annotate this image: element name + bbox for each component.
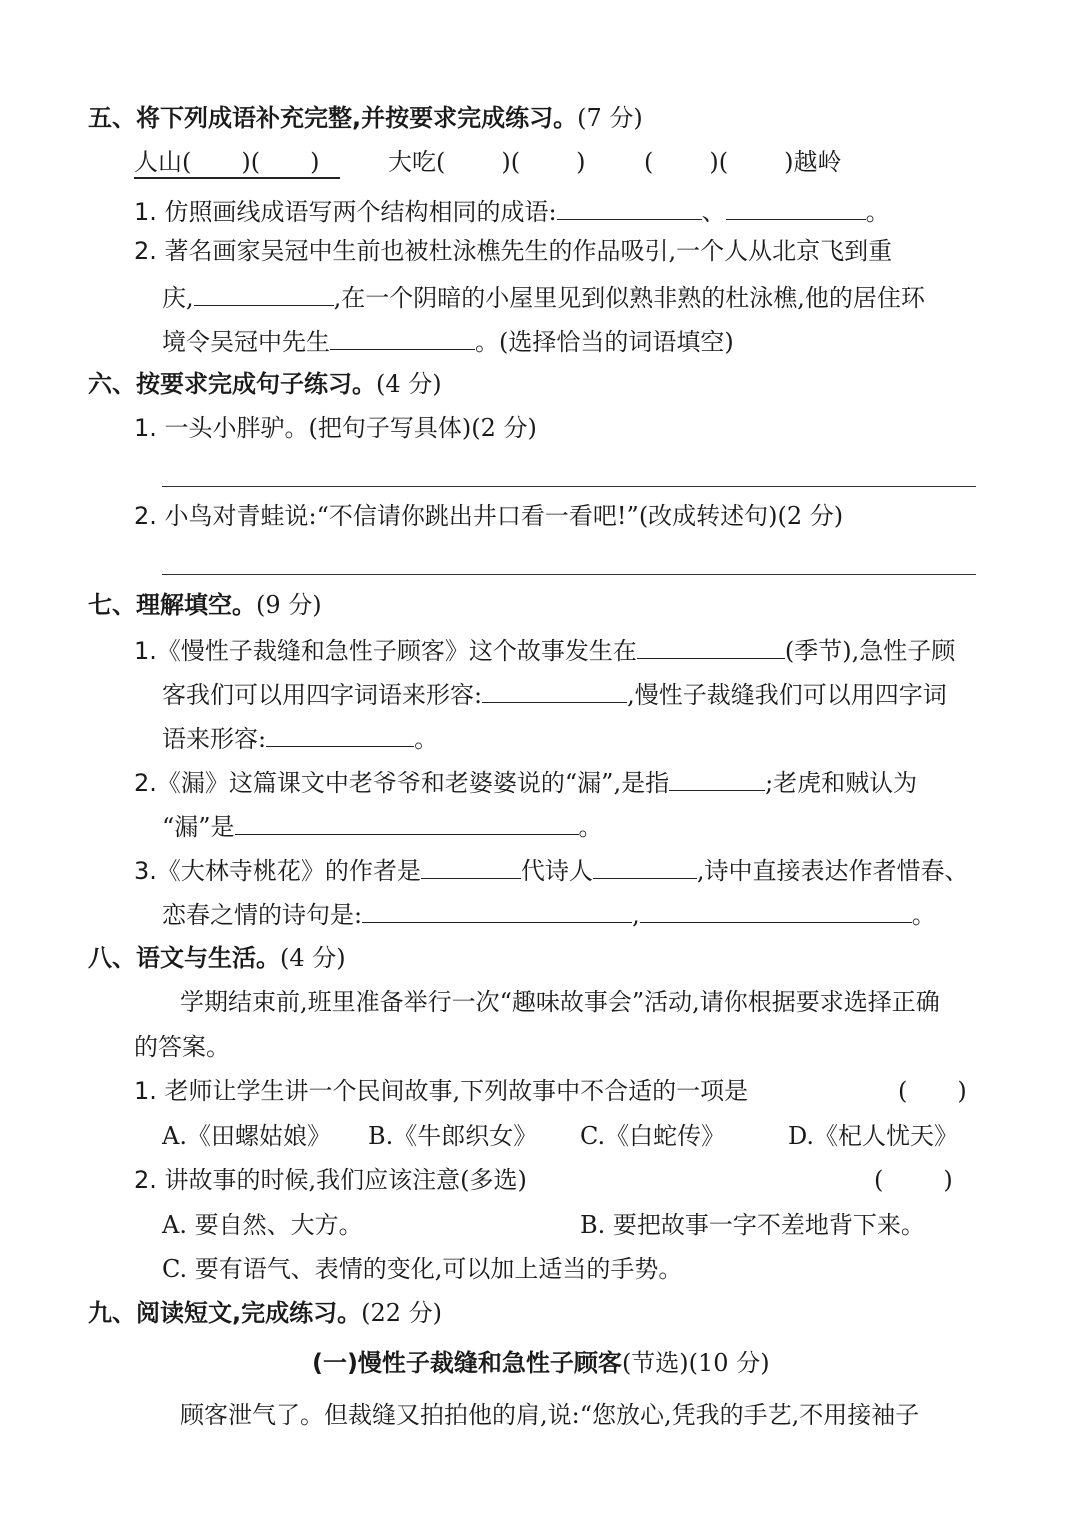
s8-q2-answer-box[interactable]: ( ) xyxy=(874,1166,953,1194)
idiom-1 xyxy=(134,145,340,179)
idiom-3: ( )( )越岭 xyxy=(644,148,842,176)
idiom-2: 大吃( )( ) xyxy=(388,148,586,176)
s5-q2-line2: 庆, ,在一个阴暗的小屋里见到似熟非熟的杜泳樵,他的居住环 xyxy=(162,279,925,315)
section-5-heading: 五、将下列成语补充完整,并按要求完成练习。 xyxy=(88,104,578,132)
section-6-title xyxy=(88,367,442,401)
s7-q3-blank-2[interactable] xyxy=(593,852,697,879)
s8-q1: 1. 老师让学生讲一个民间故事,下列故事中不合适的一项是 xyxy=(134,1077,749,1105)
s7-q3-line2: 恋春之情的诗句是: , 。 xyxy=(162,896,936,932)
s7-q1-line1: 1.《慢性子裁缝和急性子顾客》这个故事发生在 (季节),急性子顾 xyxy=(134,632,955,668)
s9-passage-line1: 顾客泄气了。但裁缝又拍拍他的肩,说:“您放心,凭我的手艺,不用接袖子 xyxy=(180,1401,920,1429)
s8-q1-option-a: A.《田螺姑娘》 xyxy=(162,1122,331,1150)
s8-q2-option-a: A. 要自然、大方。 xyxy=(162,1211,363,1239)
s7-q3-blank-4[interactable] xyxy=(640,896,912,923)
section-5-title xyxy=(88,101,643,135)
s7-q1-line2: 客我们可以用四字词语来形容: ,慢性子裁缝我们可以用四字词 xyxy=(162,676,947,712)
section-7-heading: 七、理解填空。 xyxy=(88,591,256,619)
s7-q1-blank-1[interactable] xyxy=(637,632,785,659)
idiom-1-underlined: 人山( )( ) xyxy=(134,147,340,179)
s7-q1-blank-2[interactable] xyxy=(482,676,627,703)
section-5-score: (7 分) xyxy=(577,104,643,132)
s8-q2: 2. 讲故事的时候,我们应该注意(多选) xyxy=(134,1166,527,1194)
s7-q2-blank-1[interactable] xyxy=(669,764,765,791)
s8-q2-option-b: B. 要把故事一字不差地背下来。 xyxy=(580,1211,925,1239)
s8-q1-option-c: C.《白蛇传》 xyxy=(580,1122,726,1150)
s8-q1-answer-box[interactable]: ( ) xyxy=(898,1077,967,1105)
section-8-score: (4 分) xyxy=(280,944,346,972)
section-7-title xyxy=(88,588,322,622)
section-6-heading: 六、按要求完成句子练习。 xyxy=(88,370,376,398)
s6-q1-answer-line[interactable] xyxy=(162,486,976,487)
section-7-score: (9 分) xyxy=(256,591,322,619)
section-9-title xyxy=(88,1296,442,1330)
section-9-score: (22 分) xyxy=(361,1299,443,1327)
s8-q1-option-d: D.《杞人忧天》 xyxy=(788,1122,959,1150)
section-8-title xyxy=(88,941,346,975)
s6-q1: 1. 一头小胖驴。(把句子写具体)(2 分) xyxy=(134,414,537,442)
s7-q3-blank-3[interactable] xyxy=(362,896,632,923)
s7-q2-line1: 2.《漏》这篇课文中老爷爷和老婆婆说的“漏”,是指 ;老虎和贼认为 xyxy=(134,764,917,800)
s9-subsection-title: (一)慢性子裁缝和急性子顾客(节选)(10 分) xyxy=(312,1349,770,1377)
s5-q2-blank-1[interactable] xyxy=(194,279,334,306)
s7-q3-line1: 3.《大林寺桃花》的作者是 代诗人 ,诗中直接表达作者惜春、 xyxy=(134,852,969,888)
section-8-heading: 八、语文与生活。 xyxy=(88,944,280,972)
s5-q2-line1: 2. 著名画家吴冠中生前也被杜泳樵先生的作品吸引,一个人从北京飞到重 xyxy=(134,237,893,265)
section-9-heading: 九、阅读短文,完成练习。 xyxy=(88,1299,362,1327)
s7-q1-line3: 语来形容: 。 xyxy=(162,720,438,756)
section-6-score: (4 分) xyxy=(376,370,442,398)
s5-q2-line3: 境令吴冠中先生 。(选择恰当的词语填空) xyxy=(162,323,734,359)
s7-q3-blank-1[interactable] xyxy=(421,852,521,879)
s5-q2-blank-2[interactable] xyxy=(330,323,475,350)
s8-q1-option-b: B.《牛郎织女》 xyxy=(368,1122,538,1150)
s6-q2-answer-line[interactable] xyxy=(162,574,976,575)
s6-q2: 2. 小鸟对青蛙说:“不信请你跳出井口看一看吧!”(改成转述句)(2 分) xyxy=(134,502,844,530)
s5-q1: 1. 仿照画线成语写两个结构相同的成语: 、 。 xyxy=(134,193,890,229)
s7-q1-blank-3[interactable] xyxy=(266,720,414,747)
s7-q2-blank-2[interactable] xyxy=(235,808,579,835)
s8-q2-option-c: C. 要有语气、表情的变化,可以加上适当的手势。 xyxy=(162,1255,683,1283)
s5-q1-blank-1[interactable] xyxy=(557,193,702,220)
s8-intro-line2: 的答案。 xyxy=(134,1033,230,1061)
s5-q1-blank-2[interactable] xyxy=(726,193,866,220)
s7-q2-line2: “漏”是 。 xyxy=(162,808,603,844)
s8-intro-line1: 学期结束前,班里准备举行一次“趣味故事会”活动,请你根据要求选择正确 xyxy=(180,988,940,1016)
